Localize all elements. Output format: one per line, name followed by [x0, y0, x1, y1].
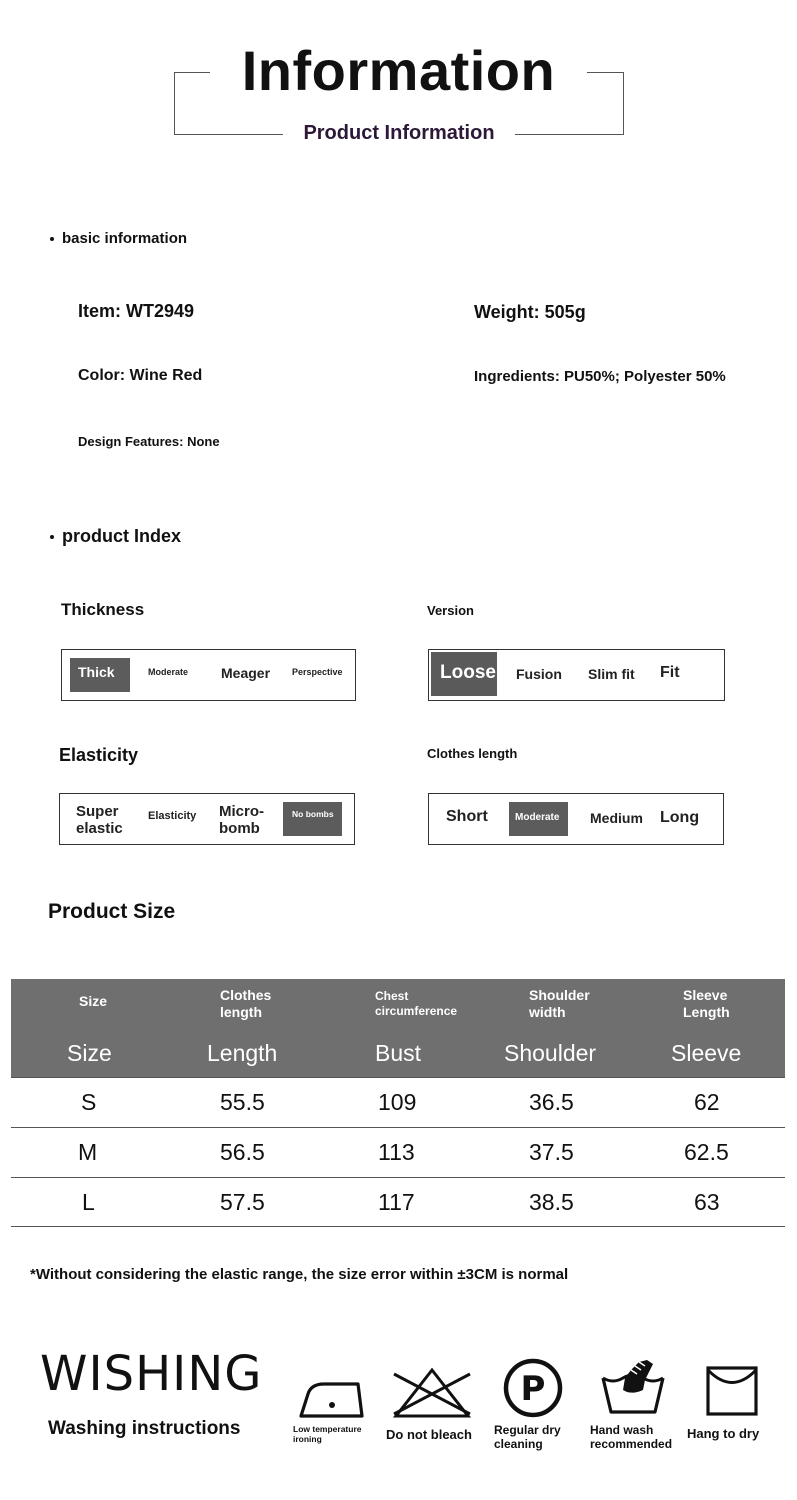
table-cell: 57.5 [220, 1189, 265, 1215]
iron-label: Low temperature ironing [293, 1424, 362, 1445]
hang-dry-label: Hang to dry [687, 1426, 760, 1441]
svg-text:P: P [520, 1369, 546, 1409]
bullet-icon [50, 535, 54, 539]
col-sleeve: Sleeve [671, 1040, 742, 1066]
header-frame-top-right [583, 72, 623, 73]
ingredients: Ingredients: PU50%; Polyester 50% [474, 368, 726, 385]
col-bust: Bust [375, 1040, 422, 1066]
thickness-label: Thickness [61, 600, 145, 619]
page-title: Information [210, 36, 587, 106]
table-cell: M [78, 1139, 98, 1165]
elasticity-option-micro-bomb: Micro-bomb [219, 803, 264, 838]
version-option-loose: Loose [431, 652, 497, 696]
length-option-long: Long [660, 809, 700, 826]
col-length: Length [207, 1040, 278, 1066]
washing-title: WISHING [40, 1346, 263, 1402]
size-error-note: *Without considering the elastic range, the size error within ±3CM is normal [30, 1266, 569, 1283]
table-cell: 56.5 [220, 1139, 265, 1165]
product-size-heading: Product Size [48, 900, 176, 923]
product-index-heading [50, 526, 181, 547]
col-en-size: Size [79, 993, 108, 1009]
header-frame-top-left [174, 72, 214, 73]
table-divider [11, 1127, 785, 1128]
table-cell: 36.5 [529, 1089, 574, 1115]
thickness-option-perspective: Perspective [292, 667, 343, 677]
table-cell: L [82, 1189, 95, 1215]
dry-clean-label: Regular dry cleaning [494, 1423, 561, 1452]
item-number: Item: WT2949 [78, 301, 195, 321]
table-cell: 113 [378, 1139, 415, 1165]
elasticity-option-no-bombs: No bombs [283, 802, 342, 836]
design-features: Design Features: None [78, 434, 220, 449]
length-option-short: Short [446, 808, 488, 825]
washing-subtitle: Washing instructions [48, 1418, 241, 1439]
table-cell: 109 [378, 1089, 417, 1115]
hang-dry-icon [705, 1365, 759, 1417]
col-en-chest: Chest circumference [375, 989, 458, 1018]
version-option-fit: Fit [660, 664, 680, 681]
product-index-heading-text: product Index [62, 526, 182, 546]
hand-wash-label: Hand wash recommended [590, 1423, 673, 1452]
thickness-option-meager: Meager [221, 665, 271, 681]
version-label: Version [427, 603, 474, 618]
col-size: Size [67, 1040, 112, 1066]
do-not-bleach-icon [390, 1366, 474, 1420]
thickness-scale [61, 649, 356, 701]
table-divider [11, 1177, 785, 1178]
length-option-medium: Medium [590, 810, 643, 826]
table-cell: 38.5 [529, 1189, 574, 1215]
col-shoulder: Shoulder [504, 1040, 597, 1066]
iron-low-temp-icon [298, 1372, 368, 1420]
table-cell: 63 [694, 1189, 720, 1215]
table-cell: 117 [378, 1189, 415, 1215]
table-divider [11, 1077, 785, 1078]
thickness-option-thick: Thick [70, 658, 130, 692]
color: Color: Wine Red [78, 367, 203, 384]
col-en-shoulder: Shoulder width [529, 987, 590, 1020]
thickness-option-moderate: Moderate [148, 667, 189, 677]
elasticity-scale [59, 793, 355, 845]
version-scale [428, 649, 725, 701]
clothes-length-label: Clothes length [427, 746, 518, 761]
hand-wash-icon [599, 1356, 667, 1418]
length-option-moderate: Moderate [509, 802, 568, 836]
table-cell: 62.5 [684, 1139, 729, 1165]
clothes-length-scale [428, 793, 724, 845]
table-cell: S [81, 1089, 97, 1115]
version-option-fusion: Fusion [516, 666, 562, 682]
basic-info-heading [50, 230, 187, 247]
bleach-label: Do not bleach [386, 1427, 472, 1442]
page-subtitle: Product Information [283, 118, 515, 148]
table-cell: 62 [694, 1089, 720, 1115]
dry-clean-p-icon [502, 1357, 564, 1419]
table-divider [11, 1226, 785, 1227]
elasticity-option-elasticity: Elasticity [148, 810, 197, 822]
version-option-slim-fit: Slim fit [588, 666, 635, 682]
basic-info-heading-text: basic information [62, 230, 188, 247]
table-cell: 55.5 [220, 1089, 265, 1115]
elasticity-option-super-elastic: Super elastic [76, 803, 123, 838]
col-en-clothes-length: Clothes length [220, 987, 272, 1020]
col-en-sleeve: Sleeve Length [683, 987, 730, 1020]
bullet-icon [50, 237, 54, 241]
elasticity-label: Elasticity [59, 745, 139, 765]
table-cell: 37.5 [529, 1139, 574, 1165]
weight: Weight: 505g [474, 302, 586, 322]
